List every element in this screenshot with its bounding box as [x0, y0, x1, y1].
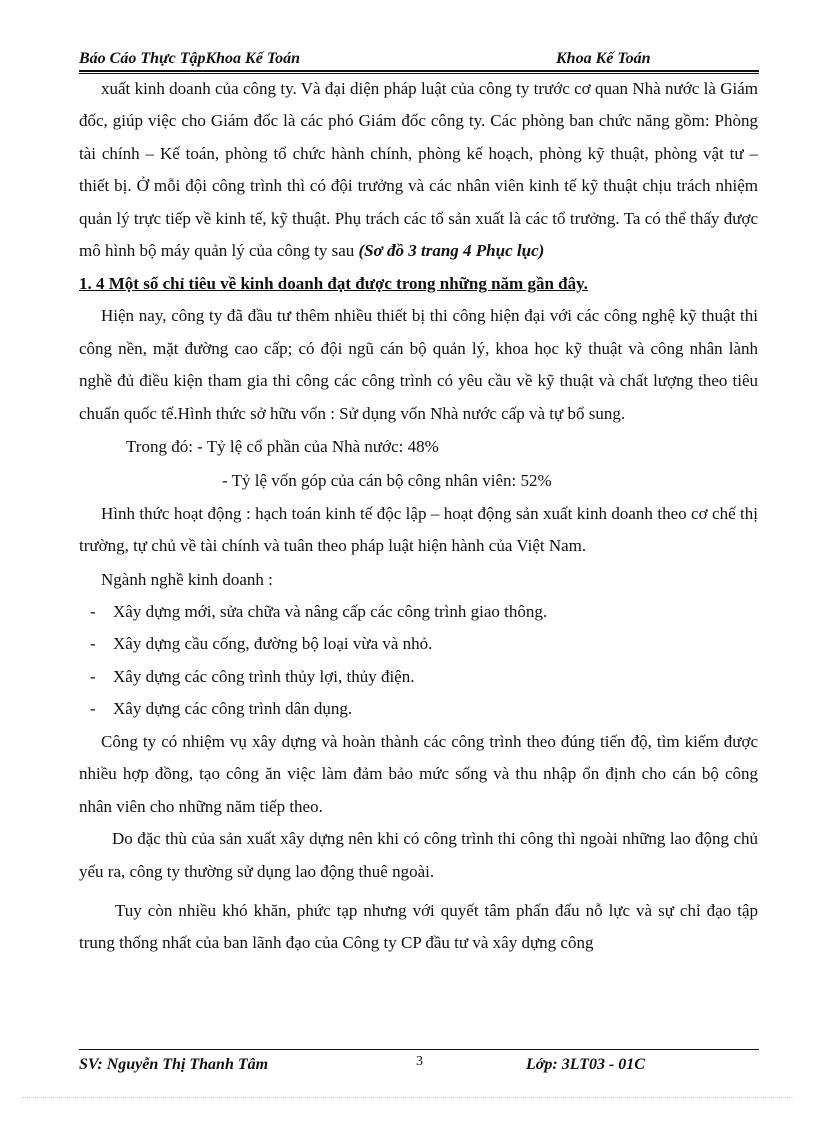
- list-item: [79, 628, 758, 661]
- paragraph-labor: Do đặc thù của sản xuất xây dựng nên khi có công trình thi công thì ngoài những lao động chủ yếu ra, công ty thường sử dụng lao động thuê ngoài.: [79, 829, 758, 881]
- footer-rule: [79, 1049, 759, 1050]
- page-number: 3: [416, 1054, 423, 1069]
- list-item-text: Xây dựng các công trình thủy lợi, thủy điện.: [113, 666, 415, 686]
- list-item-text: Xây dựng mới, sửa chữa và nâng cấp các công trình giao thông.: [113, 601, 548, 621]
- header-rule: [79, 70, 759, 72]
- diagram-reference: (Sơ đồ 3 trang 4 Phục lục): [358, 241, 545, 261]
- business-lines-label: Ngành nghề kinh doanh :: [101, 569, 273, 589]
- page-footer: [79, 1054, 759, 1078]
- footer-class: Lớp: 3LT03 - 01C: [526, 1056, 645, 1073]
- page-header: [79, 50, 759, 72]
- list-item: [79, 661, 758, 694]
- page-boundary: [22, 1097, 794, 1098]
- ownership-employee-share: - Tỷ lệ vốn góp của cán bộ công nhân viên: 52%: [222, 471, 552, 491]
- business-lines-list: [79, 596, 758, 726]
- header-department: Khoa Kế Toán: [556, 50, 651, 67]
- paragraph-operation-form: Hình thức hoạt động : hạch toán kinh tế độc lập – hoạt động sản xuất kinh doanh theo cơ chế thị trường, tự chủ về tài chính và tuân theo pháp luật hiện hành của Việt Nam.: [79, 504, 758, 556]
- list-item: [79, 596, 758, 629]
- list-item-text: Xây dựng cầu cống, đường bộ loại vừa và nhỏ.: [113, 634, 433, 654]
- section-heading: 1. 4 Một số chỉ tiêu về kinh doanh đạt được trong những năm gần đây.: [79, 274, 588, 294]
- list-item: [79, 693, 758, 726]
- paragraph-mission: Công ty có nhiệm vụ xây dựng và hoàn thành các công trình theo đúng tiến độ, tìm kiếm được nhiều hợp đồng, tạo công ăn việc làm đảm bảo mức sống và thu nhập ổn định cho cán bộ công nhân viên cho những năm tiếp theo.: [79, 731, 758, 816]
- paragraph-management-structure: [79, 73, 758, 267]
- paragraph-text: xuất kinh doanh của công ty. Và đại diện pháp luật của công ty trước cơ quan Nhà nước là Giám đốc, giúp việc cho Giám đốc là các phó Giám đốc công ty. Các phòng ban chức năng gồm: Phòng tài chính – Kế toán, phòng tổ chức hành chính, phòng kế hoạch, phòng kỹ thuật, phòng vật tư – thiết bị. Ở mỗi đội công trình thì có đội trưởng và các nhân viên kinh tế kỹ thuật chịu trách nhiệm quản lý trực tiếp về kinh tế, kỹ thuật. Phụ trách các tổ sản xuất là các tổ trưởng. Ta có thể thấy được mô hình bộ máy quản lý của công ty sau: [79, 79, 758, 261]
- paragraph-spacer: [79, 888, 758, 895]
- bullet-dash: -: [90, 699, 96, 719]
- ownership-state-share: Trong đó: - Tỷ lệ cổ phần của Nhà nước: 48%: [126, 437, 439, 457]
- bullet-dash: -: [90, 634, 96, 654]
- list-item-text: Xây dựng các công trình dân dụng.: [113, 699, 353, 719]
- paragraph-investment: Hiện nay, công ty đã đầu tư thêm nhiều thiết bị thi công hiện đại với các công nghệ kỹ thuật thi công nền, mặt đường cao cấp; có đội ngũ cán bộ quản lý, khoa học kỹ thuật và công nhân lành nghề đủ điều kiện tham gia thi công các công trình có yêu cầu về kỹ thuật và chất lượng theo tiêu chuẩn quốc tế.Hình thức sở hữu vốn : Sử dụng vốn Nhà nước cấp và tự bổ sung.: [79, 306, 758, 423]
- bullet-dash: -: [90, 666, 96, 686]
- footer-student-name: SV: Nguyễn Thị Thanh Tâm: [79, 1056, 269, 1073]
- header-report-title: Báo Cáo Thực TậpKhoa Kế Toán: [79, 50, 301, 67]
- paragraph-outlook: Tuy còn nhiều khó khăn, phức tạp nhưng với quyết tâm phấn đấu nỗ lực và sự chỉ đạo tập trung thống nhất của ban lãnh đạo của Công ty CP đầu tư và xây dựng công: [79, 900, 758, 953]
- bullet-dash: -: [90, 601, 96, 621]
- page-body: [79, 73, 758, 960]
